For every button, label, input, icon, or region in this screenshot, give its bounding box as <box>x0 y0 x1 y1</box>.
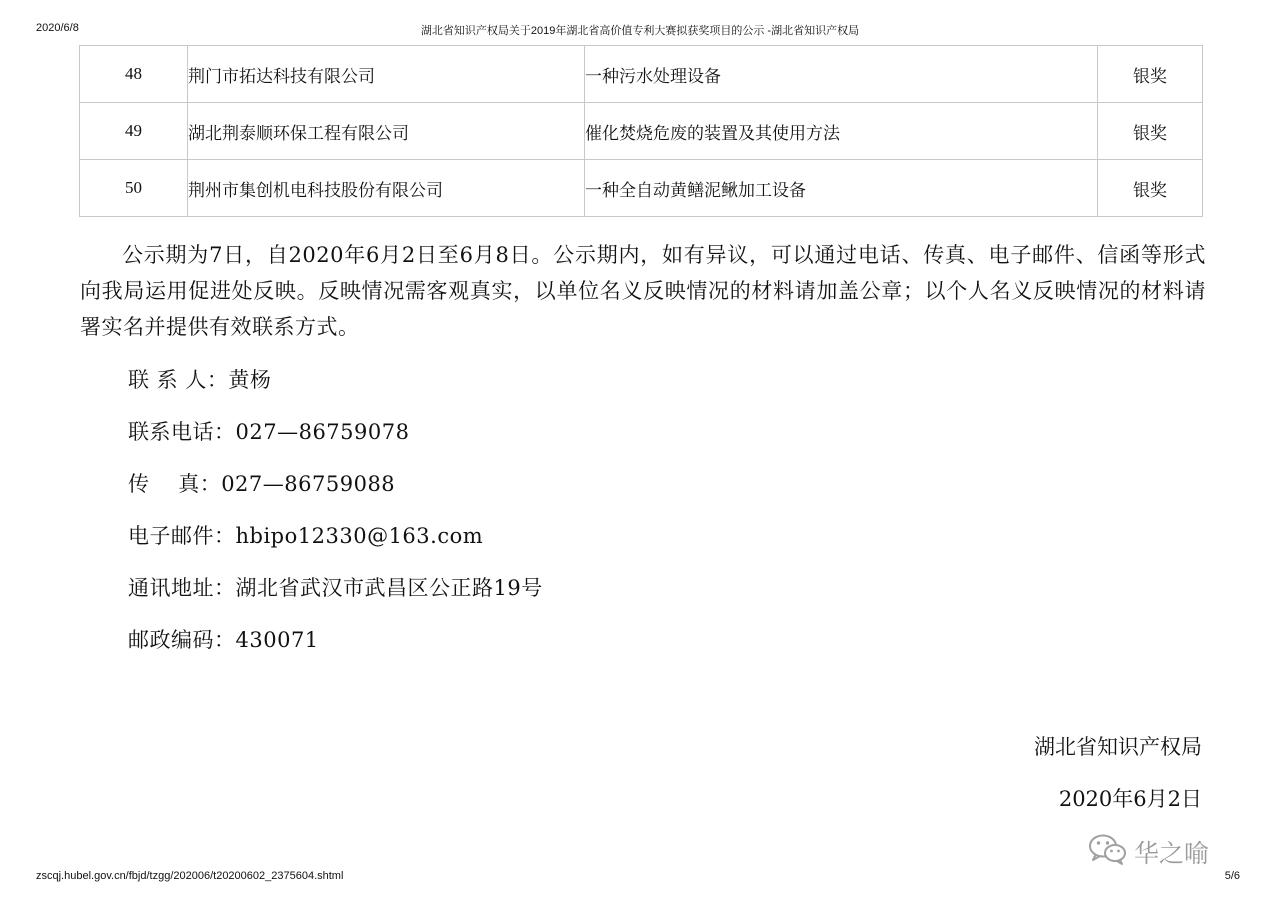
notice-paragraph: 公示期为7日，自2020年6月2日至6月8日。公示期内，如有异议，可以通过电话、传真、电子邮件、信函等形式向我局运用促进处反映。反映情况需客观真实，以单位名义反映情况的材料请加盖公章；以个人名义反映情况的材料请署实名并提供有效联系方式。 <box>80 243 1206 339</box>
patent-name: 一种全自动黄鳝泥鳅加工设备 <box>585 160 1098 217</box>
patent-name: 催化焚烧危废的装置及其使用方法 <box>585 103 1098 160</box>
award-level: 银奖 <box>1098 160 1203 217</box>
company-name: 湖北荆泰顺环保工程有限公司 <box>188 103 585 160</box>
award-level: 银奖 <box>1098 103 1203 160</box>
source-url: zscqj.hubel.gov.cn/fbjd/tzgg/202006/t20200602_2375604.shtml <box>36 870 344 882</box>
company-name: 荆州市集创机电科技股份有限公司 <box>188 160 585 217</box>
contact-email: 电子邮件：hbipo12330@163.com <box>128 524 484 548</box>
row-number: 49 <box>80 103 188 160</box>
table-row <box>80 103 1203 160</box>
contact-phone: 联系电话：027—86759078 <box>128 420 410 444</box>
watermark <box>1088 832 1209 872</box>
award-level: 银奖 <box>1098 46 1203 103</box>
wechat-icon <box>1088 832 1128 872</box>
watermark-text: 华之喻 <box>1134 839 1210 868</box>
contact-fax: 传 真：027—86759088 <box>128 472 396 496</box>
page-title: 湖北省知识产权局关于2019年湖北省高价值专利大赛拟获奖项目的公示 -湖北省知识产权局 <box>420 25 860 37</box>
patent-name: 一种污水处理设备 <box>585 46 1098 103</box>
row-number: 50 <box>80 160 188 217</box>
print-date: 2020/6/8 <box>36 22 79 34</box>
awards-table <box>79 45 1203 217</box>
page-number: 5/6 <box>1224 870 1240 882</box>
table-row <box>80 160 1203 217</box>
signature-date: 2020年6月2日 <box>1058 787 1202 811</box>
signature-org: 湖北省知识产权局 <box>1034 735 1202 759</box>
contact-person: 联 系 人：黄杨 <box>128 368 272 392</box>
company-name: 荆门市拓达科技有限公司 <box>188 46 585 103</box>
table-row <box>80 46 1203 103</box>
contact-postcode: 邮政编码：430071 <box>128 628 319 652</box>
contact-address: 通讯地址：湖北省武汉市武昌区公正路19号 <box>128 576 543 600</box>
row-number: 48 <box>80 46 188 103</box>
